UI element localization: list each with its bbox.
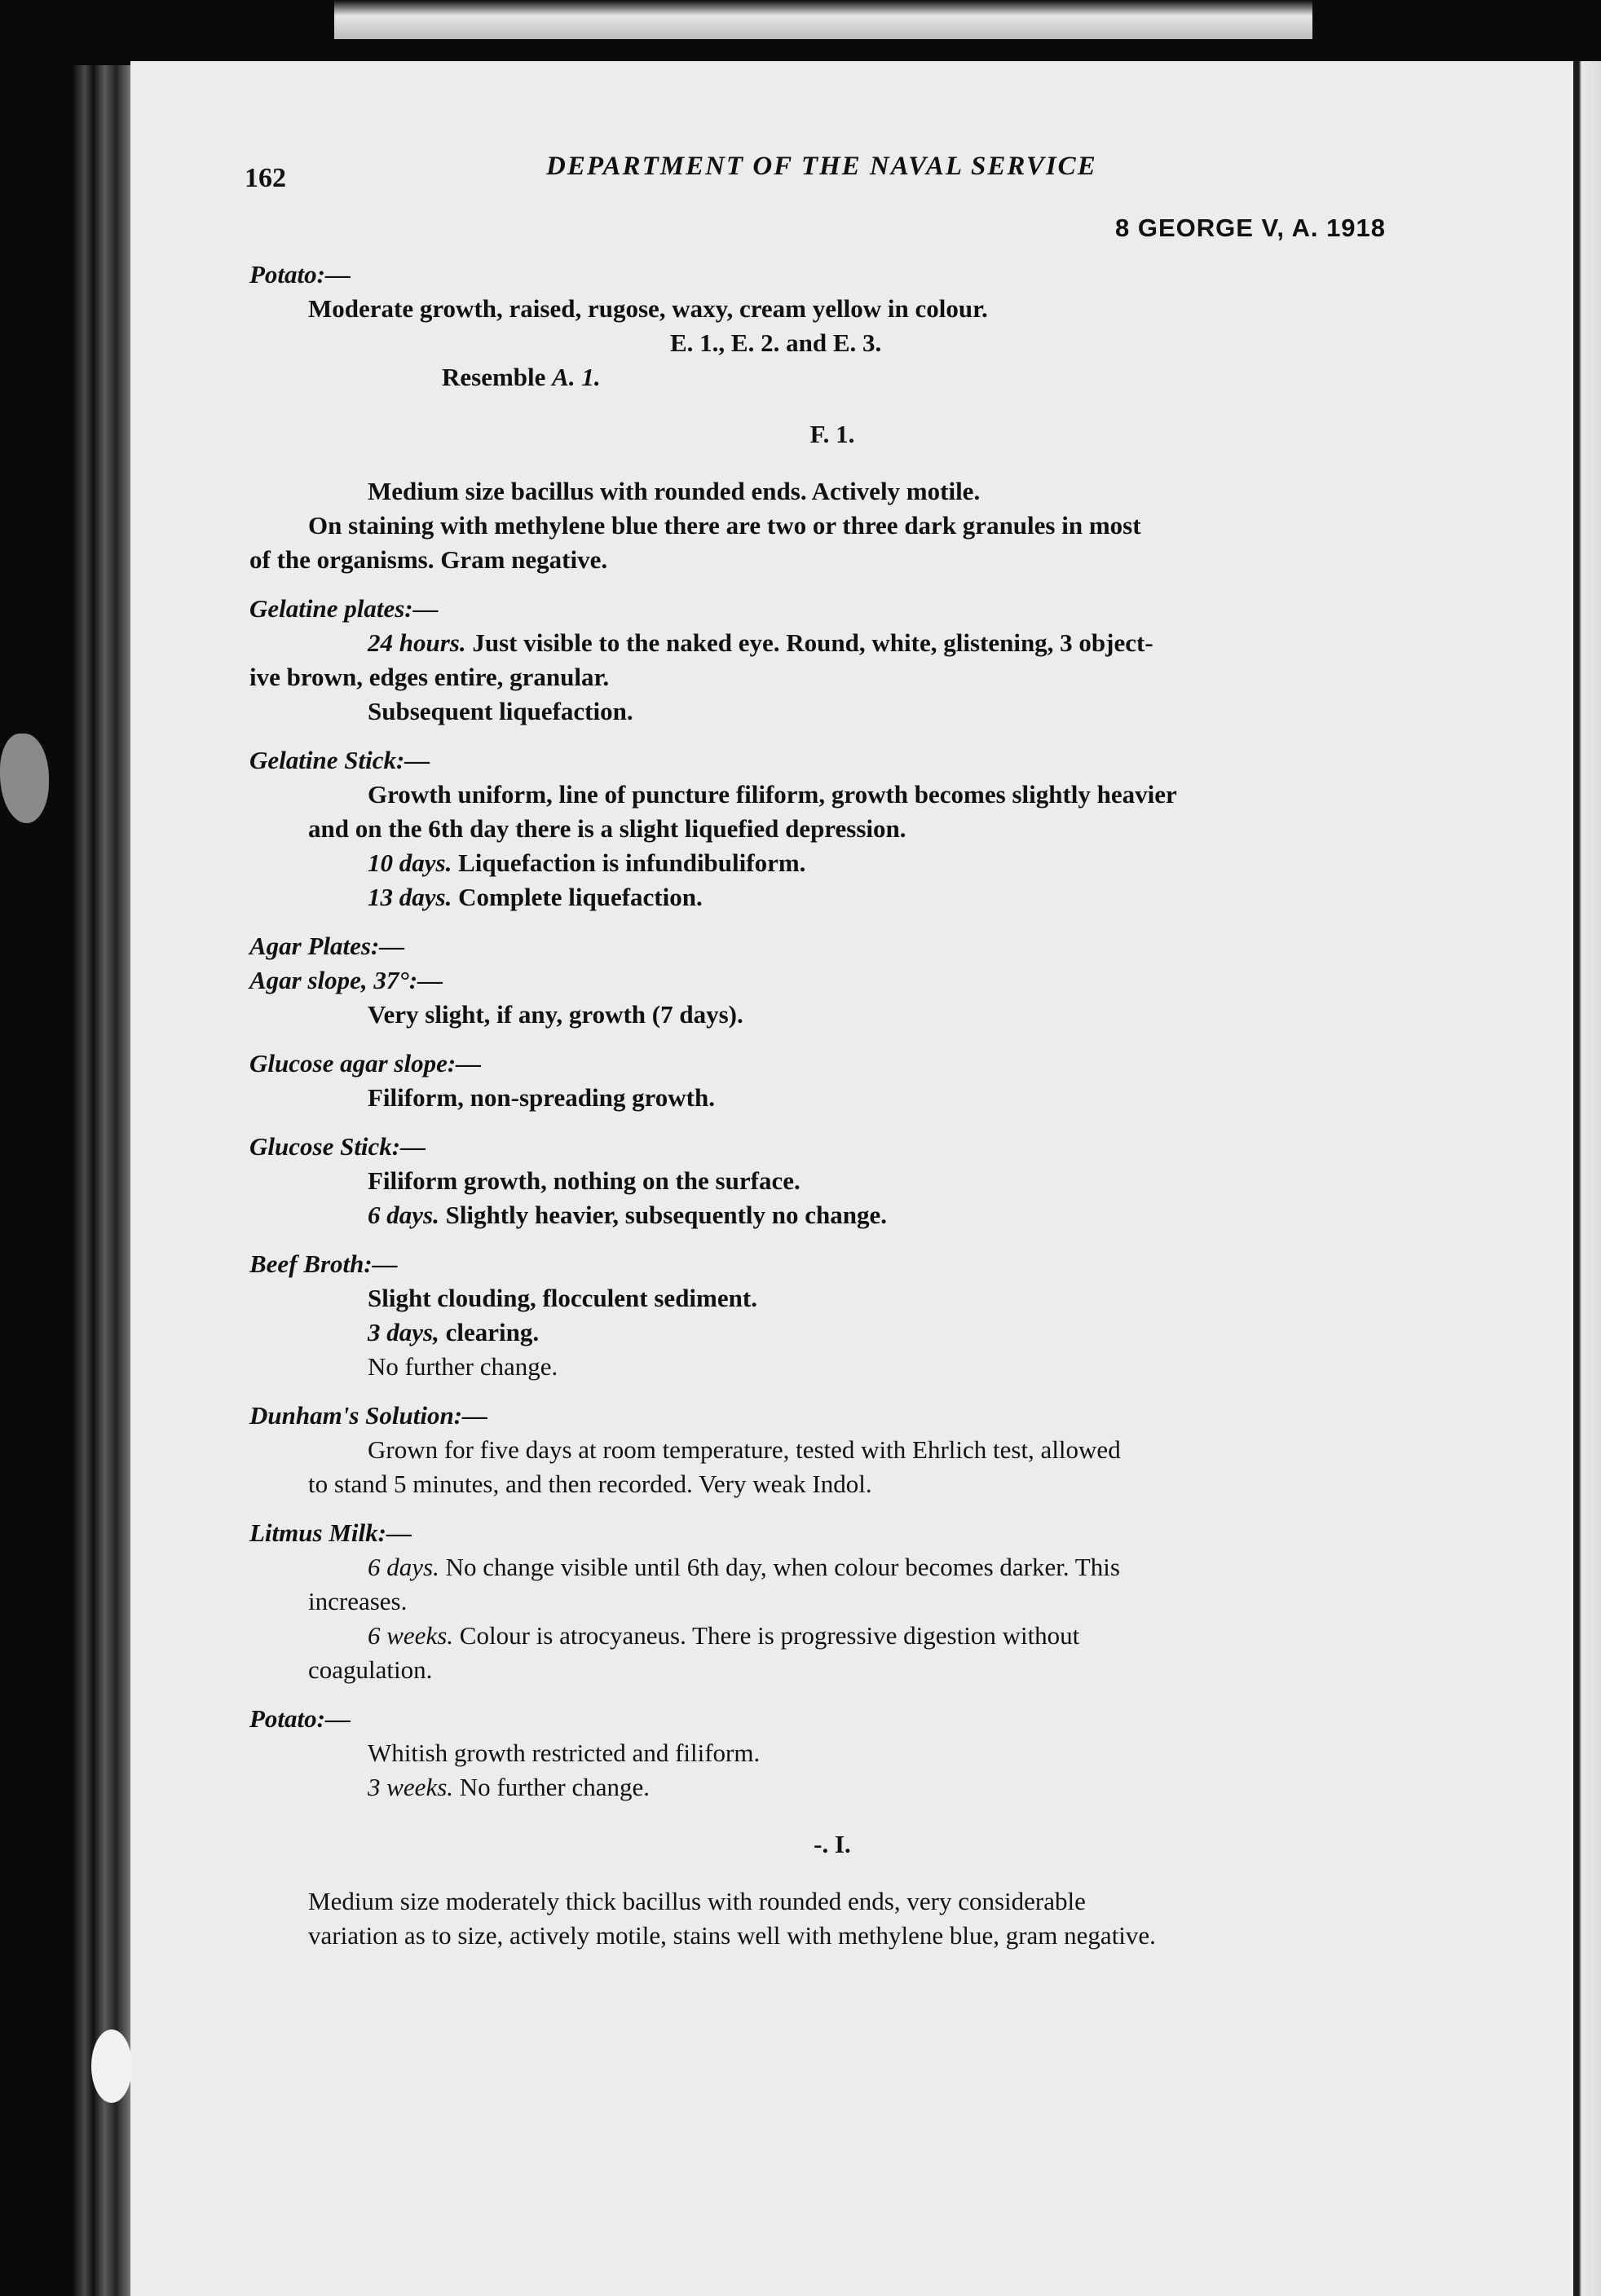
section-heading: Glucose Stick:— [249, 1132, 426, 1161]
culture-heading: E. 1., E. 2. and E. 3. [670, 328, 882, 357]
text-line: On staining with methylene blue there are two or three dark granules in most [308, 511, 1141, 540]
section-heading: Dunham's Solution:— [249, 1401, 488, 1430]
text-line: to stand 5 minutes, and then recorded. Very weak Indol. [308, 1470, 872, 1498]
section-heading: Beef Broth:— [249, 1249, 398, 1278]
text-line: increases. [308, 1587, 408, 1615]
text-line: coagulation. [308, 1655, 433, 1684]
section-heading: Agar slope, 37°:— [249, 966, 443, 994]
text-line: and on the 6th day there is a slight liquefied depression. [308, 814, 906, 843]
section-heading: Potato:— [249, 1704, 351, 1733]
section-heading: Potato:— [249, 260, 351, 289]
text-line: Subsequent liquefaction. [368, 697, 633, 725]
text-line: Filiform growth, nothing on the surface. [368, 1166, 800, 1195]
text-line: Whitish growth restricted and filiform. [368, 1739, 761, 1767]
text-line: 3 days, clearing. [368, 1318, 540, 1346]
text-line: 6 weeks. Colour is atrocyaneus. There is progressive digestion without [368, 1621, 1080, 1650]
text-line: 10 days. Liquefaction is infundibuliform. [368, 848, 806, 877]
scan-artifact [91, 2029, 132, 2103]
text-line: 6 days. Slightly heavier, subsequently no change. [368, 1201, 888, 1229]
culture-heading: -. I. [814, 1830, 851, 1858]
section-heading: Agar Plates:— [249, 932, 405, 960]
text-line: ive brown, edges entire, granular. [249, 663, 610, 691]
text-line: of the organisms. Gram negative. [249, 545, 608, 574]
page-number: 162 [245, 163, 286, 193]
text-line: Filiform, non-spreading growth. [368, 1083, 715, 1112]
section-heading: Gelatine Stick:— [249, 746, 430, 774]
section-heading: Gelatine plates:— [249, 594, 439, 623]
scan-artifact [0, 734, 49, 823]
text-line: Very slight, if any, growth (7 days). [368, 1000, 743, 1029]
section-heading: Litmus Milk:— [249, 1518, 412, 1547]
year-line: 8 GEORGE V, A. 1918 [1115, 214, 1387, 242]
text-line: 24 hours. Just visible to the naked eye. Round, white, glistening, 3 object- [368, 628, 1153, 657]
text-line: variation as to size, actively motile, stains well with methylene blue, gram negative. [308, 1921, 1156, 1950]
text-line: Resemble A. 1. [442, 363, 601, 391]
text-line: Grown for five days at room temperature, tested with Ehrlich test, allowed [368, 1435, 1121, 1464]
book-binding-edge [73, 65, 130, 2296]
text-line: Medium size bacillus with rounded ends. Actively motile. [368, 477, 981, 505]
text-line: Moderate growth, raised, rugose, waxy, cream yellow in colour. [308, 294, 988, 323]
page-fold [1573, 61, 1601, 2296]
text-line: 6 days. No change visible until 6th day, when colour becomes darker. This [368, 1553, 1120, 1581]
running-head: DEPARTMENT OF THE NAVAL SERVICE [546, 152, 1097, 181]
text-line: Growth uniform, line of puncture filiform, growth becomes slightly heavier [368, 780, 1177, 809]
text-line: No further change. [368, 1352, 558, 1381]
culture-heading: F. 1. [809, 420, 855, 448]
text-line: Medium size moderately thick bacillus with rounded ends, very considerable [308, 1887, 1086, 1915]
scan-top-strip [334, 0, 1312, 39]
section-heading: Glucose agar slope:— [249, 1049, 482, 1077]
page-text [249, 258, 1415, 1953]
text-line: 3 weeks. No further change. [368, 1773, 651, 1801]
text-line: Slight clouding, flocculent sediment. [368, 1284, 757, 1312]
text-line: 13 days. Complete liquefaction. [368, 883, 703, 911]
